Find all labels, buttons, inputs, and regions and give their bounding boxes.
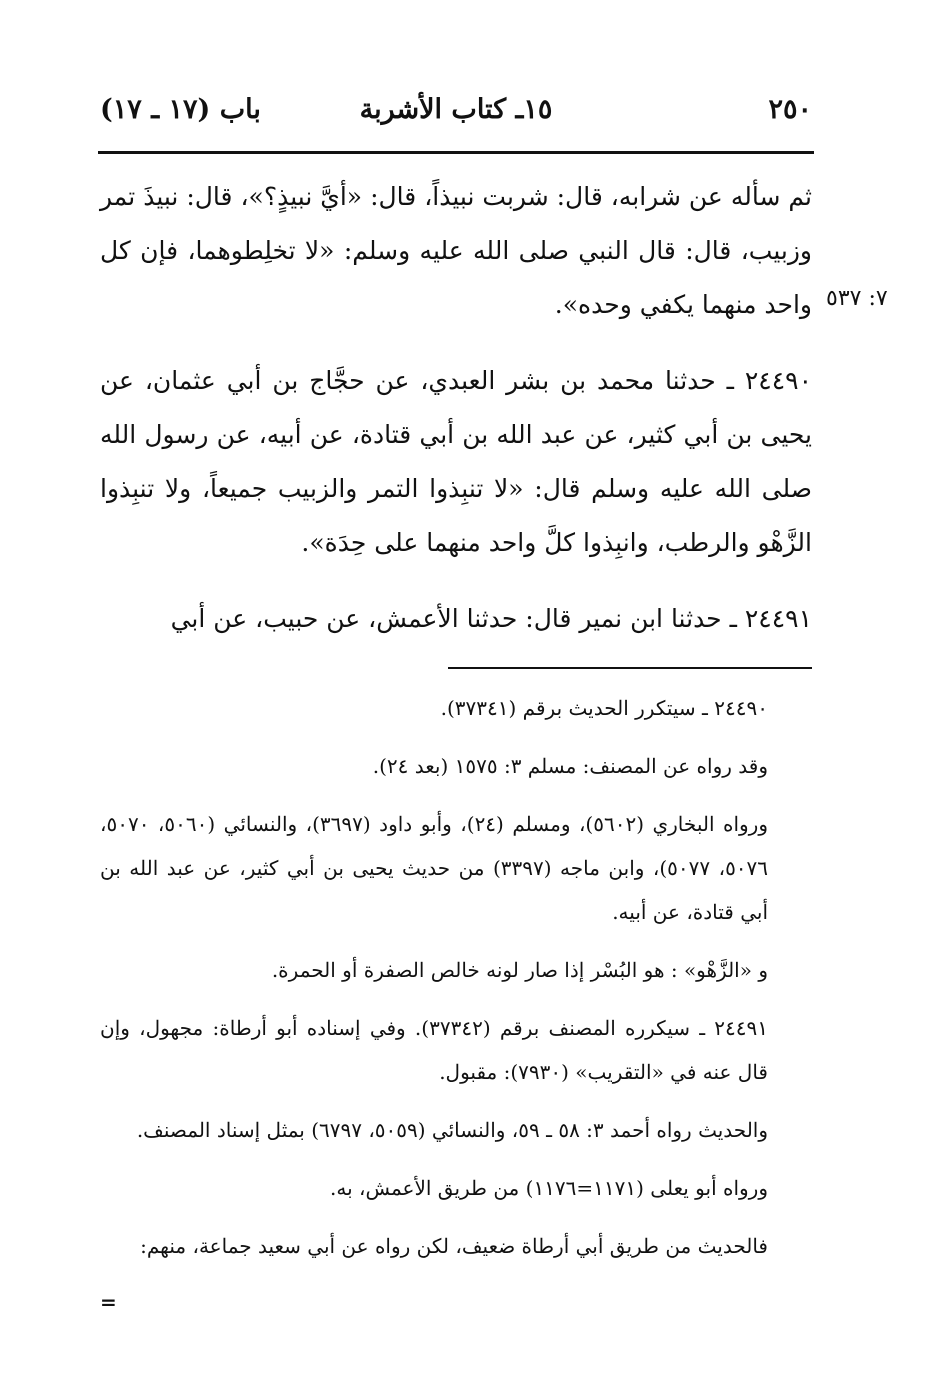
chapter-heading: باب (١٧ ـ ١٧)	[100, 94, 261, 125]
hadith-24490: ٢٤٤٩٠ ـ حدثنا محمد بن بشر العبدي، عن حجَّاج بن أبي عثمان، عن يحيى بن أبي كثير، عن عبد الله بن أبي قتادة، عن أبيه، عن رسول الله صلى الله عليه وسلم قال: «لا تنبِذوا التمر والزبيب جميعاً، ولا تنبِذوا الزَّهْو والرطب، وانبِذوا كلَّ واحد منهما على حِدَة».	[100, 366, 812, 557]
book-title: ١٥ـ كتاب الأشربة	[359, 94, 553, 125]
header-rule	[98, 151, 814, 154]
note-24491-repeat: ٢٤٤٩١ ـ سيكرره المصنف برقم (٣٧٣٤٢). وفي إسناده أبو أرطاة: مجهول، وإن قال عنه في «التقريب» (٧٩٣٠): مقبول.	[100, 1016, 769, 1084]
page-header	[100, 90, 812, 134]
margin-reference: ٧: ٥٣٧	[826, 286, 888, 311]
footnotes	[100, 686, 812, 1278]
note-abu-yala: ورواه أبو يعلى (١١٧١=١١٧٦) من طريق الأعمش، به.	[330, 1176, 768, 1200]
note-bukhari: ورواه البخاري (٥٦٠٢)، ومسلم (٢٤)، وأبو داود (٣٦٩٧)، والنسائي (٥٠٦٠، ٥٠٧٠، ٥٠٧٦، ٥٠٧٧)، وابن ماجه (٣٣٩٧) من حديث يحيى بن أبي كثير، عن عبد الله بن أبي قتادة، عن أبيه.	[100, 812, 769, 924]
note-24490-repeat: ٢٤٤٩٠ ـ سيتكرر الحديث برقم (٣٧٣٤١).	[440, 696, 768, 720]
note-conclusion: فالحديث من طريق أبي أرطاة ضعيف، لكن رواه عن أبي سعيد جماعة، منهم:	[140, 1234, 768, 1258]
main-text	[100, 170, 812, 646]
note-ahmad: والحديث رواه أحمد ٣: ٥٨ ـ ٥٩، والنسائي (٥٠٥٩، ٦٧٩٧) بمثل إسناد المصنف.	[136, 1118, 768, 1142]
page-number: ٢٥٠	[768, 94, 812, 125]
paragraph-1: ثم سأله عن شرابه، قال: شربت نبيذاً، قال: «أيَّ نبيذٍ؟»، قال: نبيذَ تمر وزبيب، قال: قال النبي صلى الله عليه وسلم: «لا تخلِطوهما، فإن كل واحد منهما يكفي وحده».	[100, 182, 812, 319]
note-muslim: وقد رواه عن المصنف: مسلم ٣: ١٥٧٥ (بعد ٢٤).	[372, 754, 768, 778]
note-zahw: و «الزَّهْو» : هو البُسْر إذا صار لونه خالص الصفرة أو الحمرة.	[271, 958, 768, 982]
footnote-rule	[448, 667, 812, 669]
hadith-24491: ٢٤٤٩١ ـ حدثنا ابن نمير قال: حدثنا الأعمش، عن حبيب، عن أبي	[170, 604, 812, 633]
continuation-mark: =	[100, 1290, 117, 1314]
